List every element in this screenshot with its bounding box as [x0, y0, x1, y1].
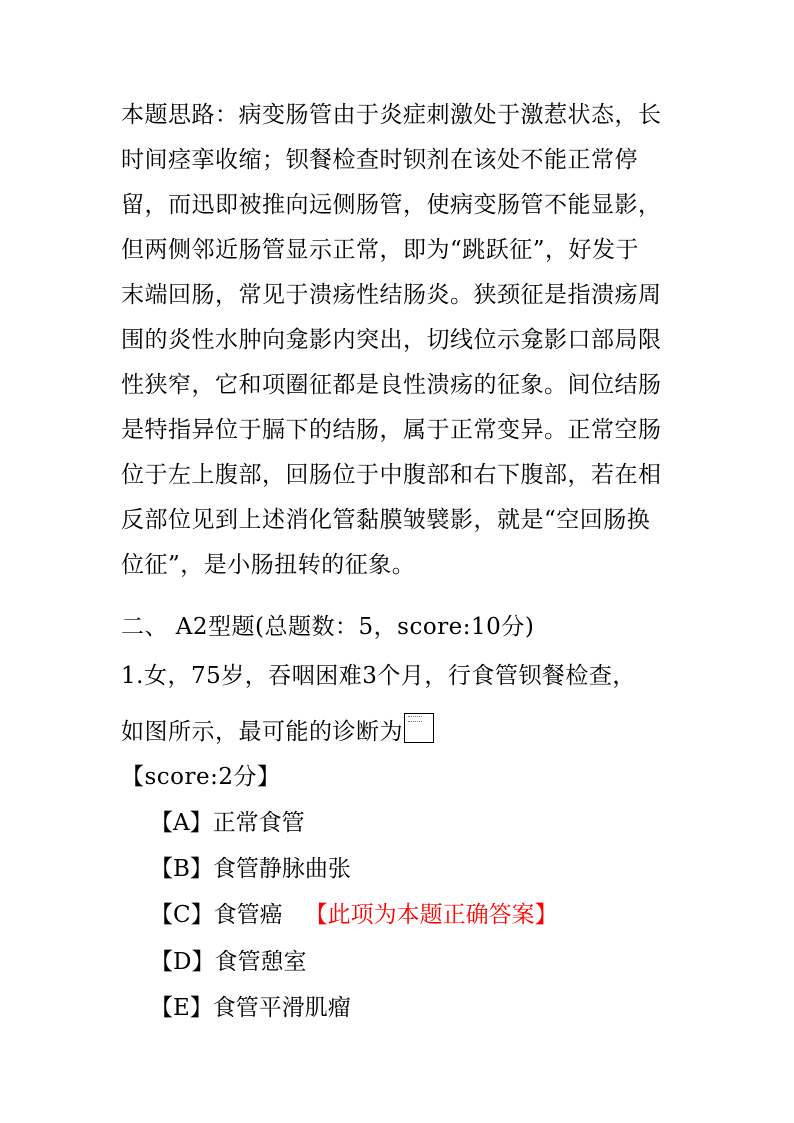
question-score: 【score:2分】: [121, 764, 281, 790]
explanation-line: 本题思路：病变肠管由于炎症刺激处于激惹状态，长: [121, 102, 662, 128]
explanation-line: 但两侧邻近肠管显示正常，即为“跳跃征”，好发于: [121, 237, 640, 263]
explanation-line: 时间痉挛收缩；钡餐检查时钡剂在该处不能正常停: [121, 147, 638, 173]
question-stem-line-with-figure: [121, 713, 434, 747]
option-label: 【C】食管癌: [150, 902, 283, 928]
correct-answer-note: 【此项为本题正确答案】: [304, 902, 558, 928]
option-label: 【A】正常食管: [150, 810, 305, 836]
question-stem-text: 如图所示，最可能的诊断为: [121, 719, 403, 745]
explanation-line: 性狭窄，它和项圈征都是良性溃疡的征象。间位结肠: [121, 372, 662, 398]
question-stem-line: 1.女，75岁，吞咽困难3个月，行食管钡餐检查，: [121, 663, 636, 689]
option-label: 【D】食管憩室: [150, 949, 307, 975]
option-label: 【B】食管静脉曲张: [150, 856, 351, 882]
option-b: [150, 854, 351, 884]
explanation-line: 末端回肠，常见于溃疡性结肠炎。狭颈征是指溃疡周: [121, 282, 662, 308]
explanation-line: 留，而迅即被推向远侧肠管，使病变肠管不能显影，: [121, 192, 662, 218]
explanation-line: 位征”，是小肠扭转的征象。: [121, 552, 416, 578]
explanation-line: 位于左上腹部，回肠位于中腹部和右下腹部，若在相: [121, 462, 662, 488]
question-figure-image[interactable]: [404, 713, 434, 743]
explanation-line: 围的炎性水肿向龛影内突出，切线位示龛影口部局限: [121, 327, 662, 353]
option-e: [150, 993, 351, 1023]
section-heading: 二、 A2型题(总题数：5，score:10分): [121, 614, 535, 640]
option-a: [150, 808, 305, 838]
option-label: 【E】食管平滑肌瘤: [150, 995, 351, 1021]
option-d: [150, 947, 306, 977]
explanation-line: 是特指异位于膈下的结肠，属于正常变异。正常空肠: [121, 417, 662, 443]
explanation-line: 反部位见到上述消化管黏膜皱襞影，就是“空回肠换: [121, 507, 651, 533]
option-c: [150, 900, 558, 930]
